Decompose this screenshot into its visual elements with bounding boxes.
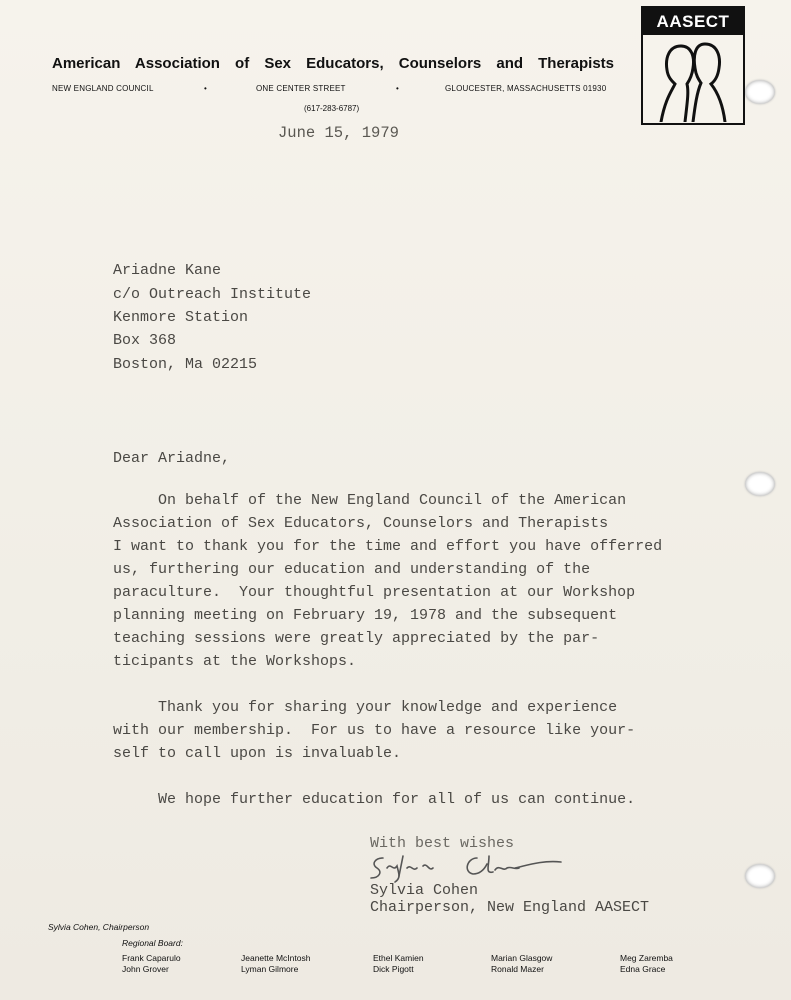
address-line: c/o Outreach Institute [113,286,312,303]
signer-title: Chairperson, New England AASECT [370,899,650,916]
board-member: Ronald Mazer [491,964,544,974]
body-line: planning meeting on February 19, 1978 and the subsequent [113,607,618,624]
body-line: self to call upon is invaluable. [113,745,402,762]
address-line: Boston, Ma 02215 [113,356,258,373]
phone-number: (617-283-6787) [304,104,360,113]
council-name: NEW ENGLAND COUNCIL [52,84,154,93]
letter-date: June 15, 1979 [278,124,399,142]
closing-line: With best wishes [370,835,515,852]
salutation: Dear Ariadne, [113,450,231,467]
board-member: Frank Caparulo [122,953,181,963]
separator-dot: • [396,84,400,93]
logo-text: AASECT [643,8,743,35]
footer-chairperson: Sylvia Cohen, Chairperson [48,922,150,932]
body-line: teaching sessions were greatly appreciated by the par- [113,630,600,647]
punch-hole [745,80,775,104]
handwritten-signature [365,848,585,884]
organization-name: American Association of Sex Educators, Counselors and Therapists [52,55,614,72]
punch-hole [745,472,775,496]
board-member: Jeanette McIntosh [241,953,311,963]
board-member: Meg Zaremba [620,953,673,963]
body-line: ticipants at the Workshops. [113,653,357,670]
separator-dot: • [204,84,208,93]
board-member: Edna Grace [620,964,666,974]
aasect-logo [641,6,745,125]
body-line: On behalf of the New England Council of the American [113,492,627,509]
body-line: We hope further education for all of us can continue. [113,791,636,808]
address-line: Ariadne Kane [113,262,222,279]
board-member: John Grover [122,964,169,974]
body-line: paraculture. Your thoughtful presentation at our Workshop [113,584,636,601]
address-line: Box 368 [113,332,177,349]
board-member: Dick Pigott [373,964,414,974]
body-line: I want to thank you for the time and effort you have offerred [113,538,663,555]
board-member: Marian Glasgow [491,953,553,963]
street-address: ONE CENTER STREET [256,84,346,93]
footer-board-label: Regional Board: [122,938,183,948]
body-line: us, furthering our education and understanding of the [113,561,591,578]
two-figures-icon [651,40,737,122]
body-line: with our membership. For us to have a resource like your- [113,722,636,739]
board-member: Lyman Gilmore [241,964,299,974]
city-address: GLOUCESTER, MASSACHUSETTS 01930 [445,84,607,93]
board-member: Ethel Kamien [373,953,424,963]
signer-name: Sylvia Cohen [370,882,479,899]
body-line: Thank you for sharing your knowledge and experience [113,699,618,716]
punch-hole [745,864,775,888]
body-line: Association of Sex Educators, Counselors and Therapists [113,515,609,532]
address-line: Kenmore Station [113,309,249,326]
